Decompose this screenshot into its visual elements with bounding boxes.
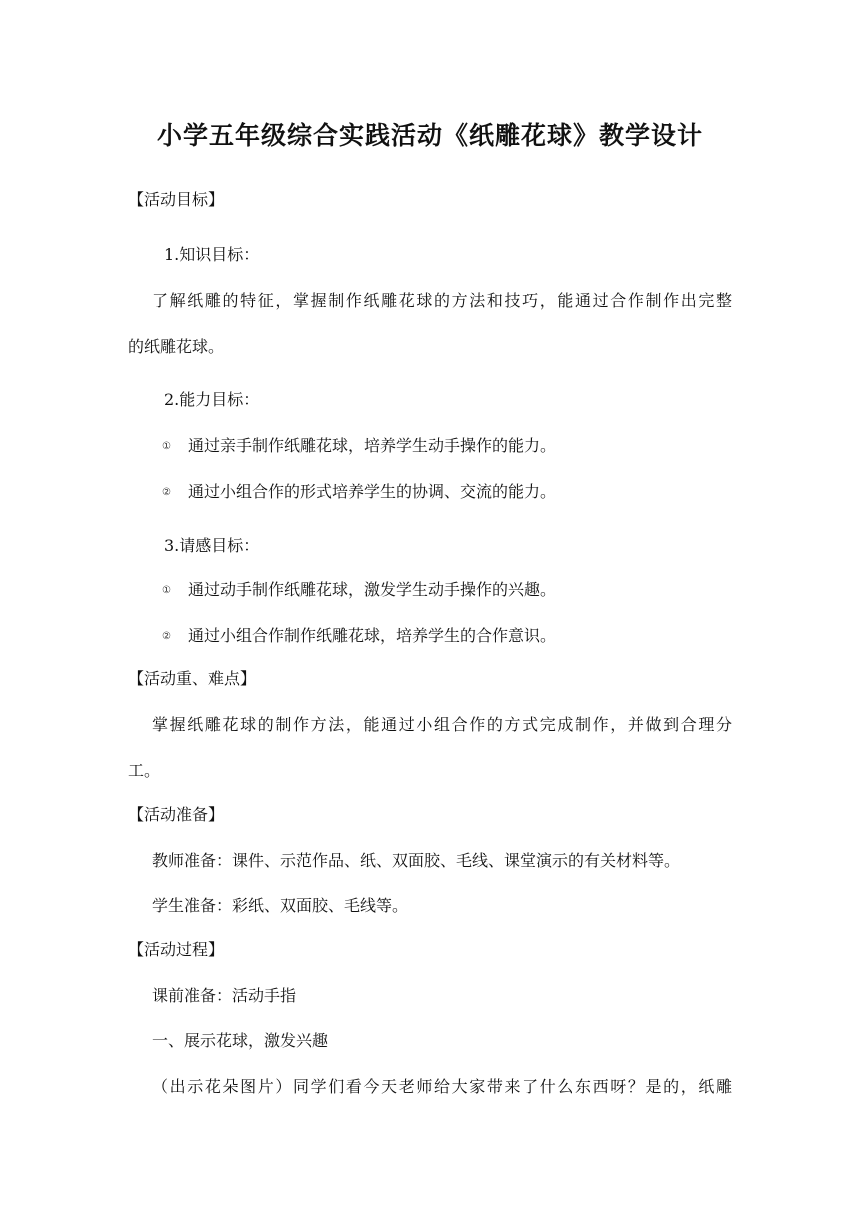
list-item-text: 通过动手制作纸雕花球，激发学生动手操作的兴趣。 [188, 580, 557, 599]
process-step-1-title: 一、展示花球，激发兴趣 [152, 1031, 329, 1050]
list-item [162, 579, 556, 602]
section-heading-process: 【活动过程】 [128, 940, 225, 959]
list-item-text: 通过亲手制作纸雕花球，培养学生动手操作的能力。 [188, 436, 557, 455]
pre-class-preparation-text: 课前准备：活动手指 [152, 986, 297, 1005]
list-item-text: 通过小组合作制作纸雕花球，培养学生的合作意识。 [188, 626, 557, 645]
emotion-goal-label: 3.请感目标： [164, 536, 260, 555]
teacher-preparation-text: 教师准备：课件、示范作品、纸、双面胶、毛线、课堂演示的有关材料等。 [152, 851, 681, 870]
document-title: 小学五年级综合实践活动《纸雕花球》教学设计 [156, 121, 703, 150]
key-points-text-line2: 工。 [128, 761, 161, 780]
list-marker: ① [162, 440, 171, 452]
ability-goal-label: 2.能力目标： [164, 390, 260, 409]
list-item [162, 435, 556, 458]
process-step-1-text: （出示花朵图片）同学们看今天老师给大家带来了什么东西呀？是的，纸雕 [152, 1077, 732, 1096]
section-heading-key-points: 【活动重、难点】 [128, 669, 257, 688]
knowledge-goal-label: 1.知识目标： [164, 245, 260, 264]
knowledge-goal-text-line1: 了解纸雕的特征，掌握制作纸雕花球的方法和技巧，能通过合作制作出完整 [152, 291, 732, 310]
list-marker: ② [162, 630, 171, 642]
section-heading-goals: 【活动目标】 [128, 190, 225, 209]
list-marker: ② [162, 486, 171, 498]
section-heading-preparation: 【活动准备】 [128, 805, 225, 824]
list-marker: ① [162, 584, 171, 596]
list-item-text: 通过小组合作的形式培养学生的协调、交流的能力。 [188, 482, 557, 501]
key-points-text-line1: 掌握纸雕花球的制作方法，能通过小组合作的方式完成制作，并做到合理分 [152, 715, 732, 734]
list-item [162, 625, 556, 648]
knowledge-goal-text-line2: 的纸雕花球。 [128, 337, 225, 356]
student-preparation-text: 学生准备：彩纸、双面胶、毛线等。 [152, 896, 409, 915]
list-item [162, 481, 556, 504]
